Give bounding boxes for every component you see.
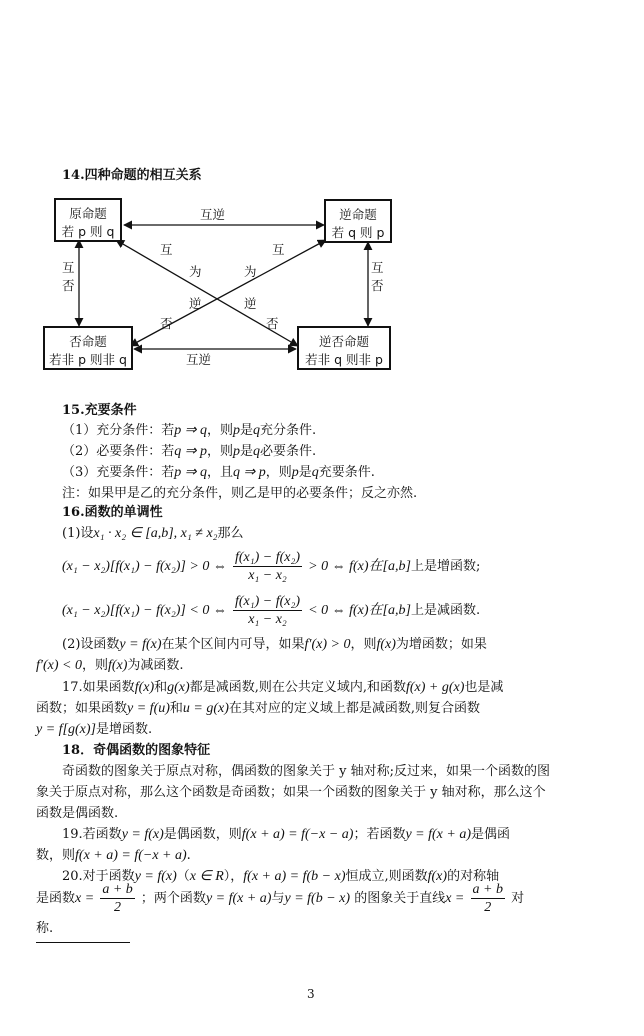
section-18-line-1: 奇函数的图象关于原点对称，偶函数的图象关于 y 轴对称;反过来，如果一个函数的图	[62, 764, 550, 779]
label-left-hu: 互	[62, 260, 75, 275]
box-original-proposition	[54, 198, 122, 242]
label-top-converse: 互逆	[200, 207, 226, 222]
monotonicity-premise: (1)设x₁ · x₂ ∈ [a,b], x₁ ≠ x₂那么	[62, 526, 244, 541]
section-17-line-2: 函数；如果函数y = f(u)和u = g(x)在其对应的定义域上都是减函数,则复合函数	[36, 701, 481, 716]
section-17-line-3: y = f[g(x)]是增函数.	[36, 722, 153, 737]
derivative-criterion-line-2: f′(x) < 0，则f(x)为减函数.	[36, 658, 184, 673]
increasing-fraction-denominator: x₁ − x₂	[248, 568, 287, 583]
label-left-fou: 否	[62, 278, 75, 293]
section-14-title: 14.四种命题的相互关系	[62, 168, 202, 183]
label-diag-wei-1: 为	[189, 264, 202, 279]
box-converse-proposition	[324, 199, 392, 243]
label-right-fou: 否	[371, 278, 384, 293]
decreasing-formula: (x₁ − x₂)[f(x₁) − f(x₂)] < 0 ⇔ $\frac{\text{f(x₁) − f(x₂)}}{\text{x₁ − x₂}}$ < 0 ⇔ f(x)在[a,b]上是减函数.	[62, 594, 481, 627]
label-diag-wei-2: 为	[244, 264, 257, 279]
section-18-line-3: 函数是偶函数.	[36, 806, 119, 821]
label-right-hu: 互	[371, 260, 384, 275]
section-16-title: 16.函数的单调性	[62, 505, 163, 520]
axis-fraction-denominator: 2	[114, 900, 122, 915]
box-converse-statement: 若 q 则 p	[331, 225, 385, 240]
propositions-diagram	[0, 0, 644, 400]
box-converse-title: 逆命题	[339, 207, 377, 222]
box-inverse-statement: 若非 p 则非 q	[49, 352, 127, 367]
section-19-line-2: 数，则f(x + a) = f(−x + a).	[36, 848, 191, 863]
label-bottom-converse: 互逆	[186, 352, 212, 367]
box-contrapositive-statement: 若非 q 则非 p	[305, 352, 383, 367]
condition-note: 注：如果甲是乙的充分条件，则乙是甲的必要条件；反之亦然.	[62, 486, 418, 501]
label-diag-ni-2: 逆	[244, 296, 257, 311]
box-original-statement: 若 p 则 q	[61, 224, 115, 239]
decreasing-fraction-numerator: f(x₁) − f(x₂)	[234, 594, 301, 609]
section-17-line-1: 17.如果函数f(x)和g(x)都是减函数,则在公共定义域内,和函数f(x) + g(x)也是减	[62, 680, 504, 695]
label-diag-ni-1: 逆	[189, 296, 202, 311]
sufficient-condition-line: （1）充分条件：若p ⇒ q，则p是q充分条件.	[62, 423, 317, 438]
line-fraction-numerator: a + b	[472, 882, 503, 897]
section-18-line-2: 象关于原点对称，那么这个函数是奇函数；如果一个函数的图象关于 y 轴对称，那么这个	[36, 785, 546, 800]
increasing-formula: (x₁ − x₂)[f(x₁) − f(x₂)] > 0 ⇔ $\frac{\text{f(x₁) − f(x₂)}}{\text{x₁ − x₂}}$ > 0 ⇔ f(x)在[a,b]上是增函数;	[62, 550, 481, 583]
section-20-line-2: 是函数x = $\frac{a + b}{2}$ ；两个函数y = f(x + a)与y = f(b − x) 的图象关于直线x = $\frac{a + b}{2}$ 对	[36, 882, 525, 915]
decreasing-fraction-denominator: x₁ − x₂	[248, 612, 287, 627]
label-diag-fou-1: 否	[160, 316, 173, 331]
box-contrapositive-proposition	[297, 326, 391, 370]
necessary-condition-line: （2）必要条件：若q ⇒ p，则p是q必要条件.	[62, 444, 317, 459]
section-18-title: 18．奇偶函数的图象特征	[62, 743, 211, 758]
section-20-line-3: 称.	[36, 921, 54, 936]
box-inverse-title: 否命题	[69, 334, 107, 349]
section-15-title: 15.充要条件	[62, 403, 137, 418]
line-fraction-denominator: 2	[484, 900, 492, 915]
section-19-line-1: 19.若函数y = f(x)是偶函数，则f(x + a) = f(−x − a)；若函数y = f(x + a)是偶函	[62, 827, 511, 842]
page-number: 3	[307, 987, 315, 1001]
label-diag-hu-1: 互	[160, 242, 173, 257]
axis-fraction-numerator: a + b	[102, 882, 133, 897]
footnote-rule	[36, 942, 130, 943]
necessary-and-sufficient-line: （3）充要条件：若p ⇒ q，且q ⇒ p，则p是q充要条件.	[62, 465, 375, 480]
increasing-fraction-numerator: f(x₁) − f(x₂)	[234, 550, 301, 565]
label-diag-hu-2: 互	[272, 242, 285, 257]
derivative-criterion-line-1: (2)设函数y = f(x)在某个区间内可导，如果f′(x) > 0，则f(x)为增函数；如果	[62, 637, 487, 652]
label-diag-fou-2: 否	[266, 316, 279, 331]
box-contrapositive-title: 逆否命题	[318, 334, 369, 349]
section-20-line-1: 20.对于函数y = f(x)（x ∈ R），f(x + a) = f(b − x)恒成立,则函数f(x)的对称轴	[62, 869, 500, 884]
box-original-title: 原命题	[69, 206, 107, 221]
box-inverse-proposition	[43, 326, 133, 370]
